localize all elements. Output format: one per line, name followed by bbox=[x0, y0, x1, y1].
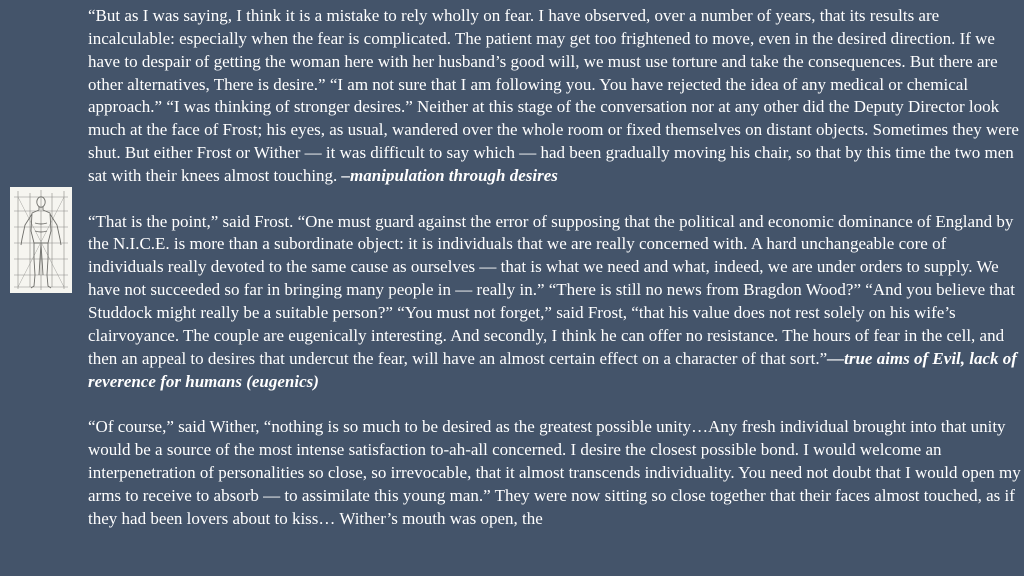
paragraph-2-annotation: —true aims of Evil, lack of reverence for humans (eugenics) bbox=[88, 348, 1017, 391]
paragraph-1 bbox=[88, 5, 1022, 188]
paragraph-3-text: “Of course,” said Wither, “nothing is so much to be desired as the greatest possible unity…Any fresh individual brought into that unity would be a source of the most intense satisfaction to-ah-all concerned. I desire the closest possible bond. I would welcome an interpenetration of personalities so close, so irrevocable, that it almost transcends individuality. You need not doubt that I would open my arms to receive to absorb — to assimilate this young man.” They were now sitting so close together that their faces almost touched, as if they had been lovers about to kiss… Wither’s mouth was open, the bbox=[88, 417, 1021, 528]
vitruvian-figure-image bbox=[10, 187, 72, 293]
paragraph-1-text: “But as I was saying, I think it is a mistake to rely wholly on fear. I have observed, over a number of years, that its results are incalculable: especially when the fear is complicated. The patient may get too frightened to move, even in the desired direction. If we have to despair of getting the woman here with her husband’s good will, we must use torture and take the consequences. But there are other alternatives, There is desire.” “I am not sure that I am following you. You have rejected the idea of any medical or chemical approach.” “I was thinking of stronger desires.” Neither at this stage of the conversation nor at any other did the Deputy Director look much at the face of Frost; his eyes, as usual, wandered over the whole room or fixed themselves on distant objects. Sometimes they were shut. But either Frost or Wither — it was difficult to say which — had been gradually moving his chair, so that by this time the two men sat with their knees almost touching. bbox=[88, 6, 1019, 185]
paragraph-2-text: “That is the point,” said Frost. “One must guard against the error of supposing that the political and economic dominance of England by the N.I.C.E. is more than a subordinate object: it is individuals that we are really concerned with. A hard unchangeable core of individuals really devoted to the same cause as ourselves — that is what we need and what, indeed, we are under orders to supply. We have not succeeded so far in bringing many people in — really in.” “There is still no news from Bragdon Wood?” “And you believe that Studdock might really be a suitable person?” “You must not forget,” said Frost, “that his value does not rest solely on his wife’s clairvoyance. The couple are eugenically interesting. And secondly, I think he can offer no resistance. The hours of fear in the cell, and then an appeal to desires that undercut the fear, will have an almost certain effect on a character of that sort.” bbox=[88, 211, 1015, 368]
paragraph-2 bbox=[88, 211, 1022, 394]
vitruvian-figure-icon bbox=[10, 187, 72, 293]
paragraph-3 bbox=[88, 416, 1022, 530]
paragraph-1-annotation: –manipulation through desires bbox=[341, 165, 558, 185]
document-body bbox=[88, 5, 1022, 530]
